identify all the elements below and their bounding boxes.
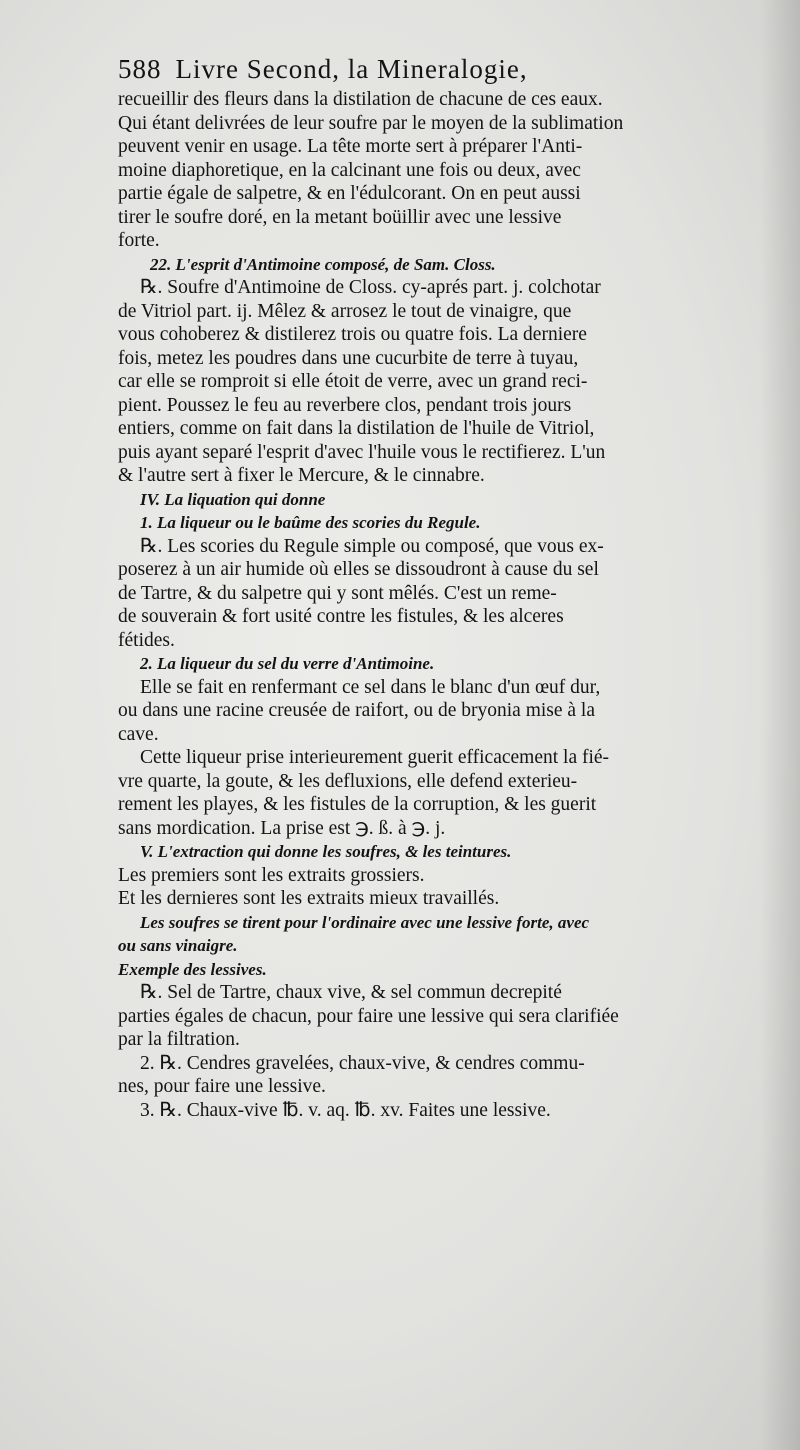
- text-line: entiers, comme on fait dans la distilation de l'huile de Vitriol,: [118, 418, 595, 439]
- section-heading: IV. La liquation qui donne: [140, 489, 326, 509]
- text-line: Qui étant delivrées de leur soufre par le moyen de la sublimation: [118, 112, 624, 134]
- text-line: puis ayant separé l'esprit d'avec l'huile vous le rectifierez. L'un: [118, 441, 606, 463]
- text-line: par la filtration.: [118, 1029, 240, 1050]
- text-line: ℞. Les scories du Regule simple ou composé, que vous ex-: [140, 535, 604, 557]
- text-line: pient. Poussez le feu au reverbere clos, pendant trois jours: [118, 394, 572, 416]
- text-line: sans mordication. La prise est ℈. ß. à ℈. j.: [118, 817, 446, 839]
- text-line: peuvent venir en usage. La tête morte sert à préparer l'Anti-: [118, 136, 583, 157]
- text-line: de Tartre, & du salpetre qui y sont mêlés. C'est un reme-: [118, 582, 557, 604]
- subsection-heading: 1. La liqueur ou le baûme des scories du Regule.: [140, 513, 481, 532]
- text-line: ℞. Sel de Tartre, chaux vive, & sel commun decrepité: [140, 982, 562, 1003]
- text-line: Et les dernieres sont les extraits mieux travaillés.: [118, 888, 500, 909]
- section-heading: 22. L'esprit d'Antimoine composé, de Sam. Closs.: [150, 254, 496, 274]
- text-line: forte.: [118, 230, 160, 251]
- text-line: Les premiers sont les extraits grossiers.: [118, 864, 425, 886]
- text-line: moine diaphoretique, en la calcinant une fois ou deux, avec: [118, 159, 581, 181]
- text-line: 3. ℞. Chaux-vive ℔. v. aq. ℔. xv. Faites une lessive.: [140, 1099, 551, 1121]
- text-line: car elle se romproit si elle étoit de verre, avec un grand reci-: [118, 371, 588, 392]
- running-title: Livre Second, la Mineralogie,: [175, 54, 528, 84]
- running-head: [118, 52, 786, 86]
- page-text: [118, 52, 786, 1122]
- text-line: partie égale de salpetre, & en l'édulcorant. On en peut aussi: [118, 183, 581, 204]
- text-line-italic: ou sans vinaigre.: [118, 936, 238, 955]
- text-line: tirer le soufre doré, en la metant boüillir avec une lessive: [118, 206, 562, 228]
- text-line: & l'autre sert à fixer le Mercure, & le cinnabre.: [118, 465, 485, 486]
- text-line: Elle se fait en renfermant ce sel dans le blanc d'un œuf dur,: [140, 676, 601, 698]
- subsection-heading: Exemple des lessives.: [118, 959, 267, 979]
- text-line: parties égales de chacun, pour faire une lessive qui sera clarifiée: [118, 1005, 619, 1027]
- text-line: recueillir des fleurs dans la distilation de chacune de ces eaux.: [118, 89, 603, 110]
- text-line: 2. ℞. Cendres gravelées, chaux-vive, & cendres commu-: [140, 1052, 585, 1074]
- text-line: fois, metez les poudres dans une cucurbite de terre à tuyau,: [118, 347, 579, 369]
- text-line: vous cohoberez & distilerez trois ou quatre fois. La derniere: [118, 324, 587, 345]
- text-line-italic: Les soufres se tirent pour l'ordinaire avec une lessive forte, avec: [140, 912, 590, 932]
- text-line: Cette liqueur prise interieurement guerit efficacement la fié-: [140, 747, 610, 768]
- subsection-heading: 2. La liqueur du sel du verre d'Antimoine.: [140, 654, 435, 673]
- text-line: ou dans une racine creusée de raifort, ou de bryonia mise à la: [118, 700, 596, 721]
- text-line: rement les playes, & les fistules de la corruption, & les guerit: [118, 794, 597, 815]
- text-line: de Vitriol part. ij. Mêlez & arrosez le tout de vinaigre, que: [118, 300, 572, 322]
- text-line: poserez à un air humide où elles se dissoudront à cause du sel: [118, 559, 599, 580]
- text-line: de souverain & fort usité contre les fistules, & les alceres: [118, 606, 564, 627]
- text-line: cave.: [118, 723, 159, 745]
- text-line: vre quarte, la goute, & les defluxions, elle defend exterieu-: [118, 770, 578, 792]
- text-line: fétides.: [118, 629, 175, 651]
- section-heading: V. L'extraction qui donne les soufres, & les teintures.: [140, 842, 512, 861]
- text-line: ℞. Soufre d'Antimoine de Closs. cy-aprés part. j. colchotar: [140, 277, 601, 298]
- page-number: 588: [118, 54, 162, 84]
- text-line: nes, pour faire une lessive.: [118, 1076, 326, 1097]
